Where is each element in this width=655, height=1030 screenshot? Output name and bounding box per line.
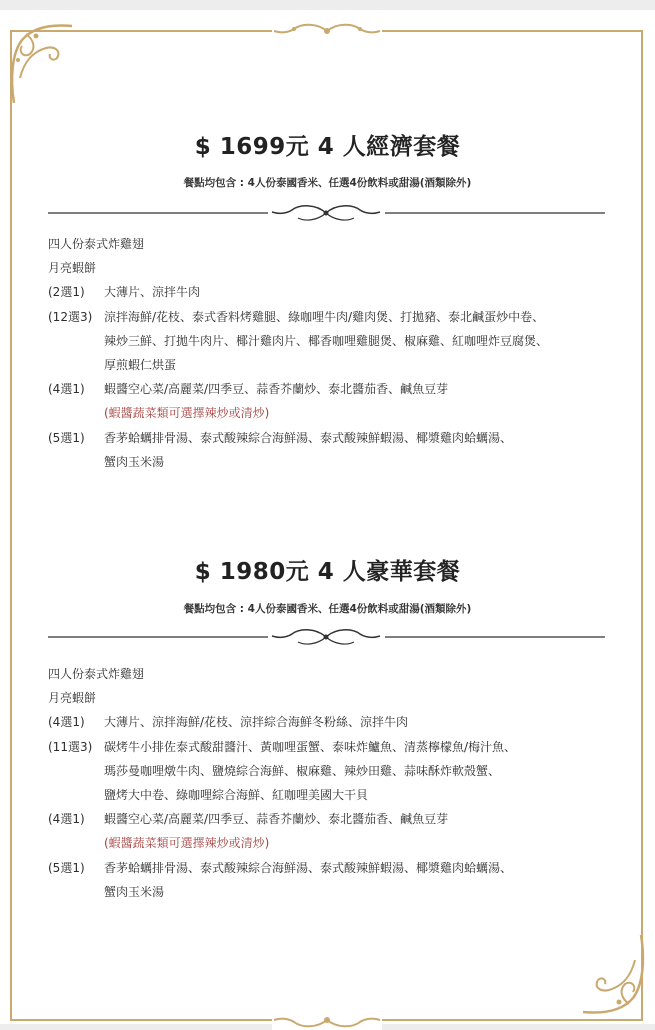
choice-line: 大薄片、涼拌海鮮/花枝、涼拌綜合海鮮冬粉絲、涼拌牛肉 xyxy=(104,715,409,730)
set2-choice-group xyxy=(48,856,628,904)
choice-line: 蟹肉玉米湯 xyxy=(104,884,165,899)
set2-choice-group xyxy=(48,807,628,855)
set1-subtitle: 餐點均包含 : 4人份泰國香米、任選4份飲料或甜湯(酒類除外) xyxy=(183,177,472,189)
choice-line: 蟹肉玉米湯 xyxy=(104,454,165,469)
set2-fixed-item: 四人份泰式炸雞翅 xyxy=(48,667,145,681)
choice-line: 鹽烤大中卷、綠咖哩綜合海鮮、紅咖哩美國大干貝 xyxy=(104,788,369,803)
menu-page xyxy=(0,10,655,1024)
choice-count: (4選1) xyxy=(48,382,85,397)
corner-ornament-bottom-right xyxy=(579,930,649,1020)
set1-fixed-item: 四人份泰式炸雞翅 xyxy=(48,237,145,251)
set1-choice-group xyxy=(48,426,628,474)
set2-subtitle: 餐點均包含 : 4人份泰國香米、任選4份飲料或甜湯(酒類除外) xyxy=(183,603,472,615)
set1-menu xyxy=(48,232,628,474)
choice-count: (4選1) xyxy=(48,812,85,827)
choice-line: 香茅蛤蠣排骨湯、泰式酸辣綜合海鮮湯、泰式酸辣鮮蝦湯、椰漿雞肉蛤蠣湯、 xyxy=(104,860,513,875)
set1-choice-group xyxy=(48,305,628,378)
choice-line: 厚煎蝦仁烘蛋 xyxy=(104,358,177,373)
choice-count: (12選3) xyxy=(48,309,93,324)
choice-count: (5選1) xyxy=(48,860,85,875)
set1-choice-group xyxy=(48,377,628,425)
choice-line: 蝦醬空心菜/高麗菜/四季豆、蒜香芥蘭炒、泰北醬茄香、鹹魚豆芽 xyxy=(104,382,449,397)
set2-menu xyxy=(48,662,628,904)
set1-choice-group xyxy=(48,280,628,304)
choice-count: (2選1) xyxy=(48,285,85,300)
choice-count: (11選3) xyxy=(48,739,93,754)
set2-choice-group xyxy=(48,710,628,734)
set2-fixed-item: 月亮蝦餅 xyxy=(48,691,97,706)
choice-line: 涼拌海鮮/花枝、泰式香料烤雞腿、綠咖哩牛肉/雞肉煲、打拋豬、泰北鹹蛋炒中卷、 xyxy=(104,309,545,324)
choice-line: 大薄片、涼拌牛肉 xyxy=(104,285,201,300)
set1-divider xyxy=(48,200,605,226)
top-ornament xyxy=(272,21,382,41)
choice-line: 瑪莎曼咖哩燉牛肉、鹽燒綜合海鮮、椒麻雞、辣炒田雞、蒜味酥炸軟殼蟹、 xyxy=(104,763,501,778)
choice-line: 碳烤牛小排佐泰式酸甜醬汁、黃咖哩蛋蟹、泰味炸鱸魚、清蒸檸檬魚/梅汁魚、 xyxy=(104,739,517,754)
set2-title: $ 1980元 4 人豪華套餐 xyxy=(194,559,461,585)
choice-line: 香茅蛤蠣排骨湯、泰式酸辣綜合海鮮湯、泰式酸辣鮮蝦湯、椰漿雞肉蛤蠣湯、 xyxy=(104,430,513,445)
choice-line: 蝦醬空心菜/高麗菜/四季豆、蒜香芥蘭炒、泰北醬茄香、鹹魚豆芽 xyxy=(104,812,449,827)
choice-line: 辣炒三鮮、打拋牛肉片、椰汁雞肉片、椰香咖哩雞腿煲、椒麻雞、紅咖哩炸豆腐煲、 xyxy=(104,333,549,348)
bottom-ornament xyxy=(272,1010,382,1030)
choice-note: (蝦醬蔬菜類可選擇辣炒或清炒) xyxy=(104,406,270,421)
choice-note: (蝦醬蔬菜類可選擇辣炒或清炒) xyxy=(104,836,270,851)
set2-divider xyxy=(48,624,605,650)
set1-title: $ 1699元 4 人經濟套餐 xyxy=(194,134,461,160)
choice-count: (5選1) xyxy=(48,430,85,445)
set2-choice-group xyxy=(48,735,628,808)
corner-ornament-top-left xyxy=(6,18,76,108)
set1-fixed-item: 月亮蝦餅 xyxy=(48,261,97,276)
choice-count: (4選1) xyxy=(48,715,85,730)
